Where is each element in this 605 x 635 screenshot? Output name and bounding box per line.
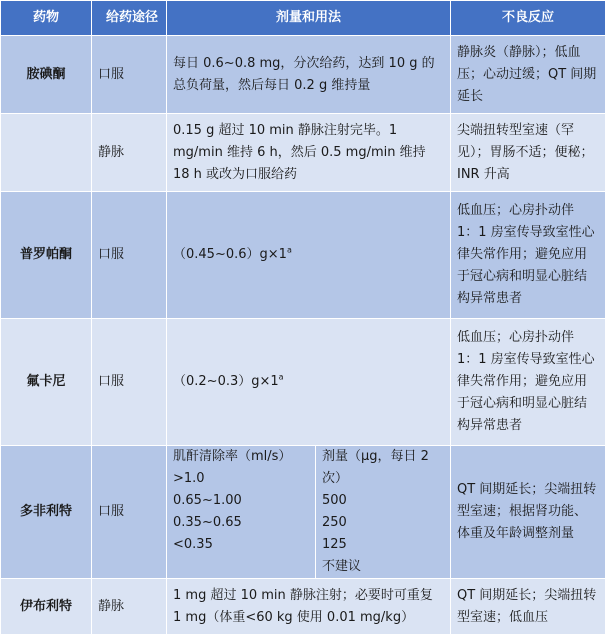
adverse-effects: 低血压；心房扑动伴 1：1 房室传导致室性心律失常作用；避免应用于冠心病和明显心脏结构异常患者: [451, 319, 605, 446]
route: 口服: [92, 36, 167, 114]
route: 口服: [92, 319, 167, 446]
drug-name: 胺碘酮: [1, 36, 92, 114]
clearance-value: >1.0: [173, 468, 311, 490]
dose-value: 250: [322, 512, 444, 534]
dosage-text: （0.2~0.3）g×1: [173, 374, 279, 389]
route: 口服: [92, 446, 167, 579]
dose-column: [316, 446, 444, 578]
clearance-value: 0.35~0.65: [173, 512, 311, 534]
adverse-effects: QT 间期延长；尖端扭转型室速；低血压: [451, 579, 605, 635]
drug-name: [1, 114, 92, 192]
adverse-effects: 低血压；心房扑动伴 1：1 房室传导致室性心律失常作用；避免应用于冠心病和明显心脏结构异常患者: [451, 192, 605, 319]
header-drug: 药物: [1, 1, 92, 36]
header-row: [1, 1, 605, 36]
dosage-text: （0.45~0.6）g×1: [173, 247, 287, 262]
footnote-mark: a: [287, 246, 292, 255]
adverse-effects: QT 间期延长；尖端扭转型室速；根据肾功能、体重及年龄调整剂量: [451, 446, 605, 579]
route: 静脉: [92, 579, 167, 635]
table-row: [1, 192, 605, 319]
footnote-mark: a: [279, 373, 284, 382]
dosage: [167, 192, 451, 319]
table-row: [1, 114, 605, 192]
dose-value: 125: [322, 534, 444, 556]
table-row: [1, 579, 605, 635]
adverse-effects: 静脉炎（静脉）；低血压；心动过缓；QT 间期延长: [451, 36, 605, 114]
dose-value: 500: [322, 490, 444, 512]
creatinine-clearance-column: [173, 446, 316, 578]
dosage: 0.15 g 超过 10 min 静脉注射完毕。1 mg/min 维持 6 h，然后 0.5 mg/min 维持 18 h 或改为口服给药: [167, 114, 451, 192]
adverse-effects: 尖端扭转型室速（罕见）；胃肠不适；便秘；INR 升高: [451, 114, 605, 192]
clearance-value: 0.65~1.00: [173, 490, 311, 512]
dosage: [167, 319, 451, 446]
drug-name: 伊布利特: [1, 579, 92, 635]
route: 静脉: [92, 114, 167, 192]
route: 口服: [92, 192, 167, 319]
drug-name: 多非利特: [1, 446, 92, 579]
subtable-header: 肌酐清除率（ml/s）: [173, 446, 311, 468]
dosage: 1 mg 超过 10 min 静脉注射；必要时可重复 1 mg（体重<60 kg 使用 0.01 mg/kg）: [167, 579, 451, 635]
drug-name: 氟卡尼: [1, 319, 92, 446]
dosage: 每日 0.6~0.8 mg，分次给药，达到 10 g 的总负荷量，然后每日 0.2 g 维持量: [167, 36, 451, 114]
header-adverse: 不良反应: [451, 1, 605, 36]
table-row: [1, 446, 605, 579]
dosage-subtable: [167, 446, 451, 579]
subtable-header: 剂量（μg，每日 2 次）: [322, 446, 444, 490]
header-dosage: 剂量和用法: [167, 1, 451, 36]
dose-value: 不建议: [322, 556, 444, 578]
table-row: [1, 319, 605, 446]
drug-name: 普罗帕酮: [1, 192, 92, 319]
table-row: [1, 36, 605, 114]
header-route: 给药途径: [92, 1, 167, 36]
clearance-value: <0.35: [173, 534, 311, 556]
